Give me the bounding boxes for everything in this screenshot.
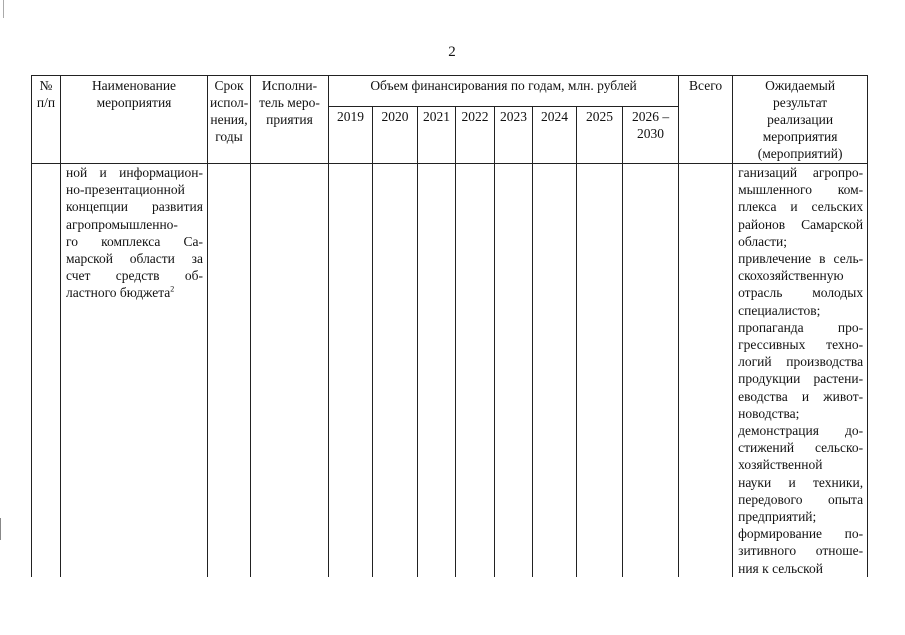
expected-result-line: продукции растени- [738,371,864,387]
scan-edge-mark [0,518,1,540]
cell-event-name [61,164,208,577]
event-name-line: ной и информацион- [66,165,203,180]
cell-2024 [533,164,577,577]
event-name-line: го комплекса Са- [66,233,203,249]
header-name: Наименование мероприятия [61,76,208,164]
expected-result-line: новодства; [738,405,800,421]
expected-result-line: мышленного ком- [738,182,864,198]
expected-result-line: логий производства [738,354,864,370]
expected-result-line: еводства и живот- [738,388,864,404]
header-year-2022: 2022 [456,106,495,163]
expected-result-text [733,164,867,577]
event-name-line: но-презентационной [66,182,185,198]
header-year-2020: 2020 [373,106,418,163]
expected-result-line: передового опыта [738,491,864,507]
header-year-2025: 2025 [577,106,623,163]
header-total: Всего [679,76,733,164]
header-year-2023: 2023 [495,106,533,163]
cell-2022 [456,164,495,577]
expected-result-line: зитивного отноше- [738,543,864,559]
expected-result-line: области; [738,233,787,249]
expected-result-line: ганизаций агропро- [738,165,864,180]
event-name-line: счет средств об- [66,268,203,284]
cell-term [208,164,251,577]
expected-result-line: ния к сельской [738,560,823,576]
cell-2026-2030 [623,164,679,577]
expected-result-line: районов Самарской [738,216,864,232]
cell-num [32,164,61,577]
cell-2021 [418,164,456,577]
expected-result-line: пропаганда про- [738,319,864,335]
table-row [32,164,868,577]
expected-result-line: науки и техники, [738,474,864,490]
expected-result-line: плекса и сельских [738,199,864,215]
header-funding-group: Объем финансирования по годам, млн. рублей [329,76,679,107]
header-term: Срок испол- нения, годы [208,76,251,164]
event-name-line: концепции развития [66,199,203,215]
event-name-line: агропромышленно- [66,216,178,232]
event-name-line: марской области за [66,251,203,267]
expected-result-line: предприятий; [738,509,817,525]
funding-plan-table [31,75,868,577]
cell-total [679,164,733,577]
header-year-2026-2030: 2026 – 2030 [623,106,679,163]
expected-result-line: стижений сельско- [738,440,864,456]
page-number: 2 [448,44,456,60]
header-executor: Исполни- тель меро- приятия [251,76,329,164]
expected-result-line: хозяйственной [738,457,823,473]
expected-result-line: специалистов; [738,302,821,318]
cell-2023 [495,164,533,577]
header-result: Ожидаемый результат реализации мероприятия (мероприятий) [733,76,868,164]
expected-result-line: формирование по- [738,526,864,542]
cell-executor [251,164,329,577]
cell-2020 [373,164,418,577]
expected-result-line: привлечение в сель- [738,251,864,267]
cell-expected-result [733,164,868,577]
expected-result-line: скохозяйственную [738,268,844,284]
expected-result-line: отрасль молодых [738,285,864,301]
header-year-2019: 2019 [329,106,373,163]
cell-2019 [329,164,373,577]
scan-edge-mark-top [3,0,4,18]
cell-2025 [577,164,623,577]
header-year-2021: 2021 [418,106,456,163]
footnote-marker: 2 [170,284,175,294]
event-name-line: ластного бюджета$^2$ [66,284,175,301]
expected-result-line: грессивных техно- [738,337,864,353]
header-year-2024: 2024 [533,106,577,163]
expected-result-line: демонстрация до- [738,423,864,439]
event-name-text [61,164,207,302]
header-num: № п/п [32,76,61,164]
